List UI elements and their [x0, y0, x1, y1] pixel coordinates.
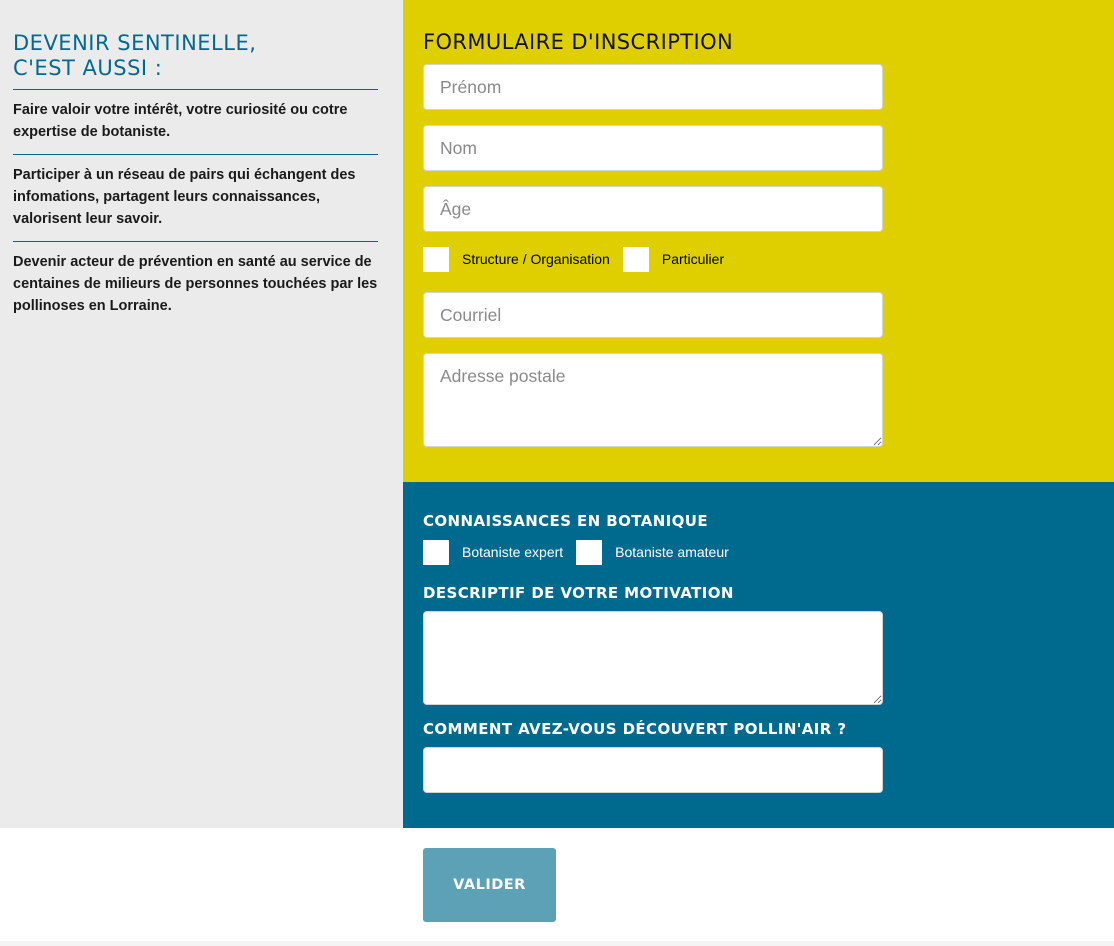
info-point-1: Faire valoir votre intérêt, votre curiosité ou cotre expertise de botaniste.: [13, 102, 348, 140]
botanique-options: [423, 539, 742, 565]
courriel-input[interactable]: [423, 292, 883, 338]
botaniste-amateur-label: Botaniste amateur: [615, 544, 729, 560]
info-title: [13, 31, 256, 81]
botaniste-expert-checkbox[interactable]: [423, 540, 449, 565]
form-title: FORMULAIRE D'INSCRIPTION: [423, 30, 734, 54]
motivation-textarea[interactable]: [423, 611, 883, 705]
valider-button[interactable]: VALIDER: [423, 848, 556, 922]
info-panel: [0, 0, 403, 828]
nom-input[interactable]: [423, 125, 883, 171]
adresse-textarea[interactable]: [423, 353, 883, 447]
divider: [13, 154, 378, 155]
structure-label: Structure / Organisation: [462, 251, 610, 267]
particulier-label: Particulier: [661, 251, 725, 267]
botanique-label: CONNAISSANCES EN BOTANIQUE: [423, 512, 709, 530]
profile-type-options: [423, 246, 737, 272]
structure-checkbox[interactable]: [423, 247, 449, 272]
decouverte-label: COMMENT AVEZ-VOUS DÉCOUVERT POLLIN'AIR ?: [423, 720, 847, 738]
page-footer-strip: [0, 941, 1114, 946]
motivation-label: DESCRIPTIF DE VOTRE MOTIVATION: [423, 584, 734, 602]
age-input[interactable]: [423, 186, 883, 232]
info-point-3: Devenir acteur de prévention en santé au service de centaines de milieurs de personnes touchées par les pollinoses en Lorraine.: [13, 254, 378, 314]
botany-panel: [403, 482, 1114, 828]
decouverte-input[interactable]: [423, 747, 883, 793]
registration-form-panel: [403, 0, 1114, 482]
info-title-line-1: DEVENIR SENTINELLE,: [13, 31, 257, 55]
divider: [13, 241, 378, 242]
divider: [13, 89, 378, 90]
botaniste-expert-label: Botaniste expert: [462, 544, 564, 560]
prenom-input[interactable]: [423, 64, 883, 110]
botaniste-amateur-checkbox[interactable]: [576, 540, 602, 565]
particulier-checkbox[interactable]: [623, 247, 649, 272]
info-point-2: Participer à un réseau de pairs qui échangent des infomations, partagent leurs connaissances, valorisent leur savoir.: [13, 167, 356, 227]
info-title-line-2: C'EST AUSSI :: [13, 56, 163, 80]
